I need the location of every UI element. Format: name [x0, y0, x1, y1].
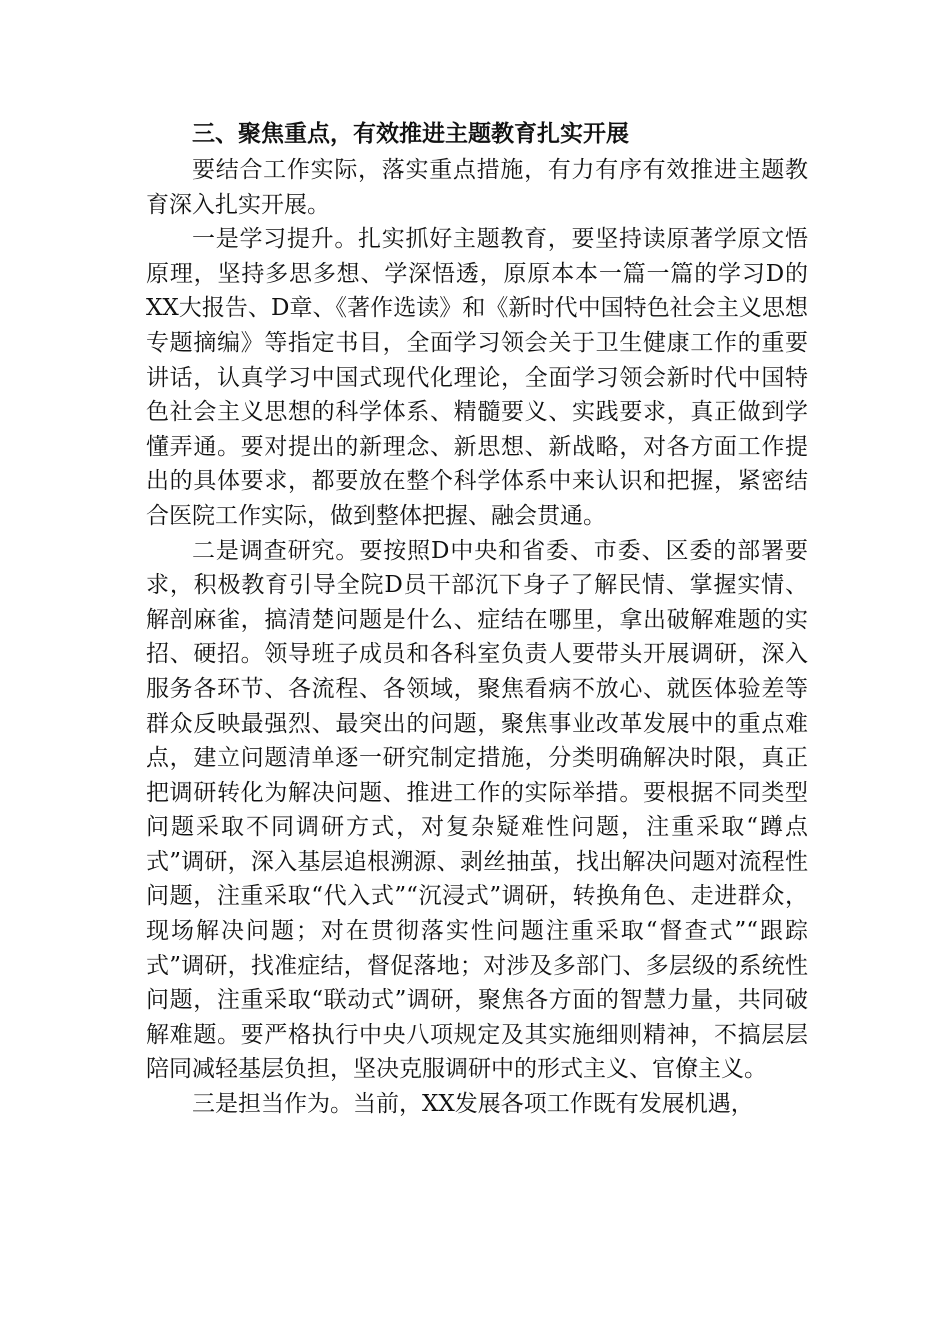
research-paragraph: 二是调查研究。要按照D中央和省委、市委、区委的部署要求，积极教育引导全院D员干部沉下身子了解民情、掌握实情、解剖麻雀，搞清楚问题是什么、症结在哪里，拿出破解难题的实招、硬招。领导班子成员和各科室负责人要带头开展调研，深入服务各环节、各流程、各领域，聚焦看病不放心、就医体验差等群众反映最强烈、最突出的问题，聚焦事业改革发展中的重点难点，建立问题清单逐一研究制定措施，分类明确解决时限，真正把调研转化为解决问题、推进工作的实际举措。要根据不同类型问题采取不同调研方式，对复杂疑难性问题，注重采取“蹲点式”调研，深入基层追根溯源、剥丝抽茧，找出解决问题对流程性问题，注重采取“代入式”“沉浸式”调研，转换角色、走进群众，现场解决问题；对在贯彻落实性问题注重采取“督查式”“跟踪式”调研，找准症结，督促落地；对涉及多部门、多层级的系统性问题，注重采取“联动式”调研，聚焦各方面的智慧力量，共同破解难题。要严格执行中央八项规定及其实施细则精神，不搞层层陪同减轻基层负担，坚决克服调研中的形式主义、官僚主义。 [146, 537, 808, 1083]
study-paragraph: 一是学习提升。扎实抓好主题教育，要坚持读原著学原文悟原理，坚持多思多想、学深悟透，原原本本一篇一篇的学习D的XX大报告、D章、《著作选读》和《新时代中国特色社会主义思想专题摘编》等指定书目，全面学习领会关于卫生健康工作的重要讲话，认真学习中国式现代化理论，全面学习领会新时代中国特色社会主义思想的科学体系、精髓要义、实践要求，真正做到学懂弄通。要对提出的新理念、新思想、新战略，对各方面工作提出的具体要求，都要放在整个科学体系中来认识和把握，紧密结合医院工作实际，做到整体把握、融会贯通。 [146, 226, 808, 529]
section-heading: 三、聚焦重点，有效推进主题教育扎实开展 [192, 121, 629, 147]
responsibility-paragraph: 三是担当作为。当前，XX发展各项工作既有发展机遇， [192, 1091, 754, 1118]
intro-paragraph: 要结合工作实际，落实重点措施，有力有序有效推进主题教育深入扎实开展。 [146, 157, 808, 218]
document-body [146, 116, 808, 1122]
